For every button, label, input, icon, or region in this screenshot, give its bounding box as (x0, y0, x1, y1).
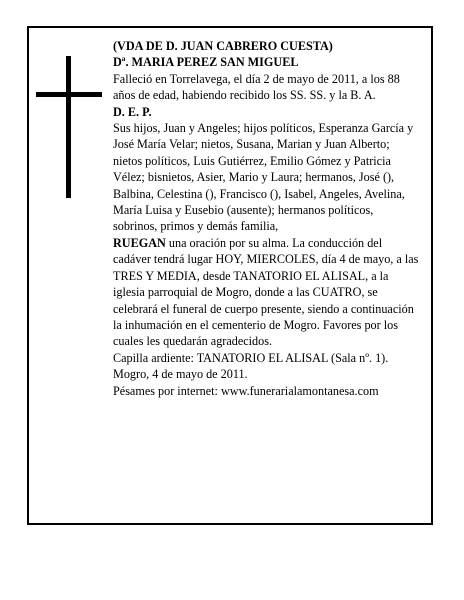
cross-vertical-bar (66, 56, 71, 198)
obituary-text (113, 38, 419, 399)
condolences-info: Pésames por internet: www.funerarialamontanesa.com (113, 383, 379, 398)
ruegan-text: una oración por su alma. La conducción del cadáver tendrá lugar HOY, MIERCOLES, día 4 de mayo, a las TRES Y MEDIA, desde TANATORIO EL ALISAL, a la iglesia parroquial de Mogro, donde a las CUATRO, se celebrará el funeral de cuerpo presente, siendo a continuación la inhumación en el cementerio de Mogro. Favores por los cuales les quedarán agradecidos. (113, 235, 419, 349)
chapel-info: Capilla ardiente: TANATORIO EL ALISAL (Sala nº. 1). (113, 350, 389, 365)
dep-heading: D. E. P. (113, 104, 152, 119)
family-list: Sus hijos, Juan y Angeles; hijos políticos, Esperanza García y José María Velar; nietos, Susana, Marian y Juan Alberto; nietos políticos, Luis Gutiérrez, Emilio Gómez y Patricia Vélez; bisnietos, Asier, Mario y Laura; hermanos, José (), Balbina, Celestina (), Francisco (), Isabel, Angeles, Avelina, María Luisa y Eusebio (ausente); hermanos políticos, sobrinos, primos y demás familia, (113, 121, 414, 234)
ruegan-paragraph (113, 235, 419, 350)
deceased-name: Dª. MARIA PEREZ SAN MIGUEL (113, 55, 299, 70)
death-info: Falleció en Torrelavega, el día 2 de mayo de 2011, a los 88 años de edad, habiendo recibido los SS. SS. y la B. A. (113, 71, 400, 103)
widow-heading: (VDA DE D. JUAN CABRERO CUESTA) (113, 39, 333, 53)
ruegan-word: RUEGAN (113, 235, 166, 250)
place-date: Mogro, 4 de mayo de 2011. (113, 367, 248, 382)
cross-horizontal-bar (36, 92, 102, 97)
cross-icon (36, 56, 102, 198)
